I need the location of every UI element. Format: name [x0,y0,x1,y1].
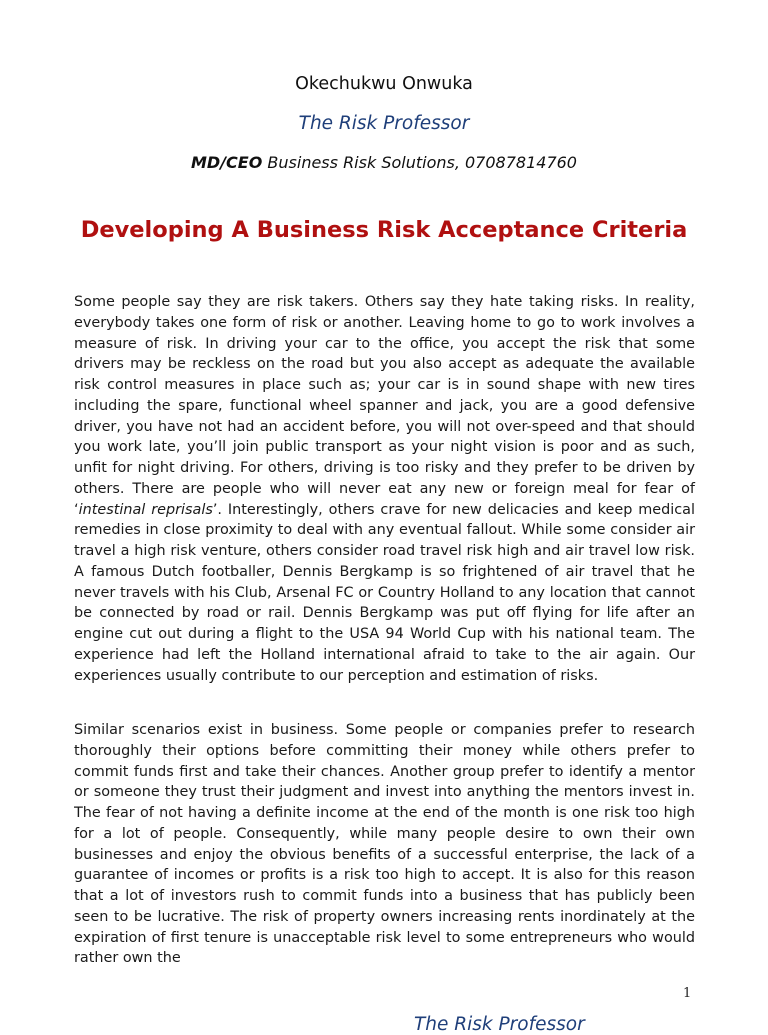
body-paragraph-2: Similar scenarios exist in business. Some people or companies prefer to research thoroughly their options before committing their money while others prefer to commit funds first and take their chances. Another group prefer to identify a mentor or someone they trust their judgment and invest into anything the mentors invest in. The fear of not having a definite income at the end of the month is one risk too high for a lot of people. Consequently, while many people desire to own their own businesses and enjoy the obvious benefits of a successful enterprise, the lack of a guarantee of incomes or profits is a risk too high to accept. It is also for this reason that a lot of investors rush to commit funds into a business that has publicly been seen to be lucrative. The risk of property owners increasing rents inordinately at the expiration of first tenure is unacceptable risk level to some entrepreneurs who would rather own the [74,722,695,967]
author-subtitle: The Risk Professor [298,113,470,134]
page-number: 1 [683,986,692,1001]
next-page-header-partial: The Risk Professor [414,1014,585,1035]
body-paragraph-1 [74,292,695,686]
paragraph-1-italic-phrase: intestinal reprisals [78,501,213,518]
affiliation-details: Business Risk Solutions, 07087814760 [267,153,577,172]
article-title: Developing A Business Risk Acceptance Criteria [80,217,688,243]
paragraph-1-end: ’. Interestingly, others crave for new delicacies and keep medical remedies in close proximity to deal with any eventual fallout. While some consider air travel a high risk venture, others consider road travel risk high and air travel low risk. A famous Dutch footballer, Dennis Bergkamp is so frightened of air travel that he never travels with his Club, Arsenal FC or Country Holland to any location that cannot be connected by road or rail. Dennis Bergkamp was put off flying for life after an engine cut out during a flight to the USA 94 World Cup with his national team. The experience had left the Holland international afraid to take to the air again. Our experiences usually contribute to our perception and estimation of risks. [74,501,695,684]
author-name: Okechukwu Onwuka [295,74,473,94]
author-affiliation [0,153,768,172]
paragraph-1-start: Some people say they are risk takers. Others say they hate taking risks. In reality, everybody takes one form of risk or another. Leaving home to go to work involves a measure of risk. In driving your car to the office, you accept the risk that some drivers may be reckless on the road but you also accept as adequate the available risk control measures in place such as; your car is in sound shape with new tires including the spare, functional wheel spanner and jack, you are a good defensive driver, you have not had an accident before, you will not over-speed and that should you work late, you’ll join public transport as your night vision is poor and as such, unfit for night driving. For others, driving is too risky and they prefer to be driven by others. There are people who will never eat any new or foreign meal for fear of ‘ [74,294,695,518]
affiliation-role: MD/CEO [191,153,263,172]
